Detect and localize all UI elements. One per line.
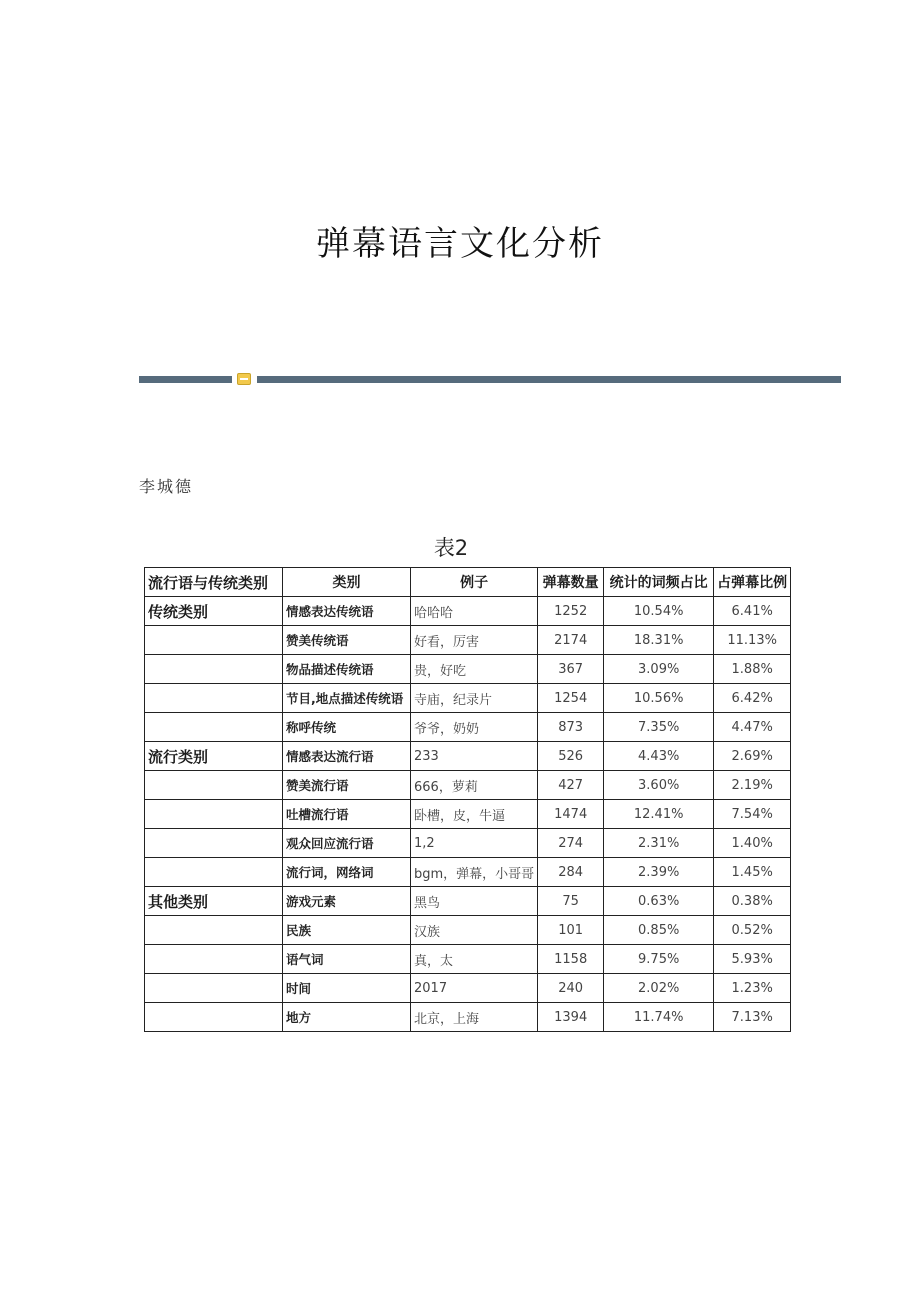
cell-category: 地方 <box>283 1003 411 1032</box>
cell-category: 民族 <box>283 916 411 945</box>
cell-category: 物品描述传统语 <box>283 655 411 684</box>
cell-example: 卧槽，皮，牛逼 <box>411 800 538 829</box>
cell-ratio: 5.93% <box>714 945 791 974</box>
cell-freq: 3.09% <box>604 655 714 684</box>
cell-example: 黑鸟 <box>411 887 538 916</box>
cell-example: bgm，弹幕，小哥哥 <box>411 858 538 887</box>
cell-category: 赞美传统语 <box>283 626 411 655</box>
cell-group <box>145 800 283 829</box>
cell-example: 汉族 <box>411 916 538 945</box>
table-body <box>145 597 791 1032</box>
header-cell-freq: 统计的词频占比 <box>604 568 714 597</box>
section-divider <box>139 373 841 385</box>
cell-group <box>145 655 283 684</box>
cell-freq: 2.02% <box>604 974 714 1003</box>
cell-count: 1254 <box>538 684 604 713</box>
table-row <box>145 858 791 887</box>
cell-category: 情感表达传统语 <box>283 597 411 626</box>
cell-group <box>145 684 283 713</box>
cell-freq: 4.43% <box>604 742 714 771</box>
cell-category: 情感表达流行语 <box>283 742 411 771</box>
data-table <box>144 567 791 1032</box>
cell-ratio: 7.54% <box>714 800 791 829</box>
divider-bar-left <box>139 376 232 383</box>
cell-category: 游戏元素 <box>283 887 411 916</box>
cell-count: 101 <box>538 916 604 945</box>
cell-count: 367 <box>538 655 604 684</box>
divider-emblem-icon <box>237 373 251 385</box>
table-row <box>145 800 791 829</box>
cell-count: 240 <box>538 974 604 1003</box>
cell-freq: 10.56% <box>604 684 714 713</box>
cell-count: 526 <box>538 742 604 771</box>
cell-count: 2174 <box>538 626 604 655</box>
table-row <box>145 713 791 742</box>
cell-ratio: 6.42% <box>714 684 791 713</box>
cell-group <box>145 945 283 974</box>
cell-example: 真，太 <box>411 945 538 974</box>
table-row <box>145 916 791 945</box>
cell-example: 666，萝莉 <box>411 771 538 800</box>
cell-group: 其他类别 <box>145 887 283 916</box>
header-cell-category: 类别 <box>283 568 411 597</box>
table-row <box>145 887 791 916</box>
table-row <box>145 626 791 655</box>
cell-ratio: 2.69% <box>714 742 791 771</box>
table-row <box>145 684 791 713</box>
cell-group <box>145 771 283 800</box>
table-row <box>145 771 791 800</box>
table-row <box>145 974 791 1003</box>
cell-category: 节目,地点描述传统语 <box>283 684 411 713</box>
cell-category: 赞美流行语 <box>283 771 411 800</box>
divider-bar-right <box>257 376 841 383</box>
cell-count: 1474 <box>538 800 604 829</box>
cell-ratio: 6.41% <box>714 597 791 626</box>
cell-ratio: 1.88% <box>714 655 791 684</box>
header-cell-ratio: 占弹幕比例 <box>714 568 791 597</box>
cell-example: 贵，好吃 <box>411 655 538 684</box>
cell-ratio: 2.19% <box>714 771 791 800</box>
cell-ratio: 1.40% <box>714 829 791 858</box>
cell-ratio: 11.13% <box>714 626 791 655</box>
cell-freq: 11.74% <box>604 1003 714 1032</box>
cell-example: 爷爷，奶奶 <box>411 713 538 742</box>
cell-count: 75 <box>538 887 604 916</box>
cell-group <box>145 713 283 742</box>
author-name: 李城德 <box>139 477 194 496</box>
cell-category: 流行词，网络词 <box>283 858 411 887</box>
header-cell-group: 流行语与传统类别 <box>145 568 283 597</box>
cell-group <box>145 1003 283 1032</box>
table-row <box>145 655 791 684</box>
cell-freq: 2.31% <box>604 829 714 858</box>
cell-freq: 9.75% <box>604 945 714 974</box>
header-cell-example: 例子 <box>411 568 538 597</box>
cell-example: 好看，厉害 <box>411 626 538 655</box>
cell-count: 274 <box>538 829 604 858</box>
cell-ratio: 1.45% <box>714 858 791 887</box>
table-row <box>145 742 791 771</box>
cell-category: 称呼传统 <box>283 713 411 742</box>
cell-freq: 3.60% <box>604 771 714 800</box>
cell-group <box>145 626 283 655</box>
cell-group: 流行类别 <box>145 742 283 771</box>
cell-category: 语气词 <box>283 945 411 974</box>
cell-category: 观众回应流行语 <box>283 829 411 858</box>
table-caption: 表2 <box>433 536 469 560</box>
cell-example: 1,2 <box>411 829 538 858</box>
header-cell-count: 弹幕数量 <box>538 568 604 597</box>
cell-example: 北京，上海 <box>411 1003 538 1032</box>
table-header-row <box>145 568 791 597</box>
cell-count: 873 <box>538 713 604 742</box>
table-row <box>145 597 791 626</box>
cell-count: 1252 <box>538 597 604 626</box>
cell-count: 284 <box>538 858 604 887</box>
cell-ratio: 0.38% <box>714 887 791 916</box>
cell-ratio: 1.23% <box>714 974 791 1003</box>
cell-count: 427 <box>538 771 604 800</box>
cell-ratio: 7.13% <box>714 1003 791 1032</box>
cell-ratio: 4.47% <box>714 713 791 742</box>
cell-freq: 12.41% <box>604 800 714 829</box>
cell-freq: 18.31% <box>604 626 714 655</box>
cell-freq: 0.63% <box>604 887 714 916</box>
cell-count: 1158 <box>538 945 604 974</box>
cell-example: 哈哈哈 <box>411 597 538 626</box>
cell-group <box>145 829 283 858</box>
cell-group <box>145 916 283 945</box>
document-title: 弹幕语言文化分析 <box>316 224 604 264</box>
table-row <box>145 1003 791 1032</box>
cell-group <box>145 858 283 887</box>
table-row <box>145 945 791 974</box>
cell-ratio: 0.52% <box>714 916 791 945</box>
cell-freq: 2.39% <box>604 858 714 887</box>
cell-freq: 10.54% <box>604 597 714 626</box>
cell-example: 寺庙，纪录片 <box>411 684 538 713</box>
cell-category: 吐槽流行语 <box>283 800 411 829</box>
cell-category: 时间 <box>283 974 411 1003</box>
cell-freq: 7.35% <box>604 713 714 742</box>
cell-freq: 0.85% <box>604 916 714 945</box>
cell-group: 传统类别 <box>145 597 283 626</box>
cell-count: 1394 <box>538 1003 604 1032</box>
table-row <box>145 829 791 858</box>
cell-example: 233 <box>411 742 538 771</box>
cell-group <box>145 974 283 1003</box>
cell-example: 2017 <box>411 974 538 1003</box>
